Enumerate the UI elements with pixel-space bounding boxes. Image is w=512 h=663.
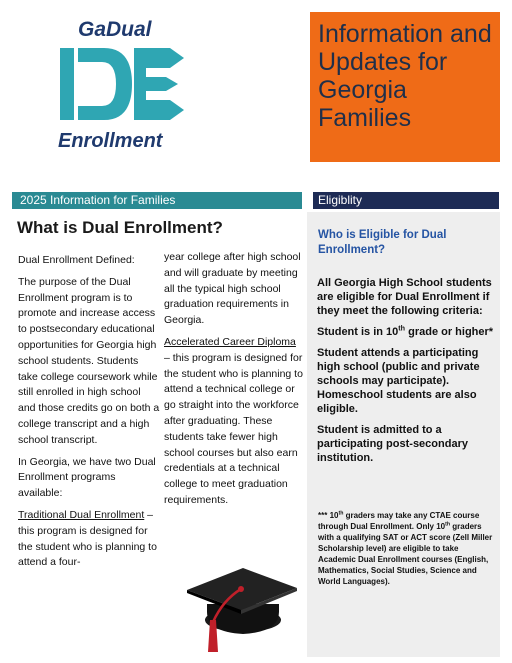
defined-label: Dual Enrollment Defined: [18, 254, 135, 266]
footnote-sup1: th [338, 510, 344, 517]
criterion-grade-sup: th [398, 324, 406, 333]
footnote-c: graders with a qualifying SAT or ACT score (Zell Miller Scholarship level) are eligible to take Academic Dual Enrollment courses (English, Mathematics, Social Studies, Science and World Languages). [318, 522, 493, 586]
section-bar-eligibility-label: Eligiblity [318, 193, 363, 207]
accelerated-text: – this program is designed for the student who is planning to attend a technical college or go straight into the workforce after graduating. These students take fewer high school courses but also earn credentials at a technical college to meet graduation requirements. [164, 351, 303, 506]
logo-top-text: GaDual [78, 18, 152, 41]
footnote-b: graders may take any CTAE course through Dual Enrollment. Only 10 [318, 511, 480, 531]
footnote-a: *** 10 [318, 511, 339, 520]
criterion-admitted: Student is admitted to a participating post-secondary institution. [317, 424, 468, 464]
traditional-title: Traditional Dual Enrollment [18, 508, 145, 521]
graduation-cap-icon [183, 560, 298, 660]
eligibility-heading: Who is Eligible for Dual Enrollment? [318, 229, 447, 256]
logo-bottom-text: Enrollment [58, 130, 163, 152]
two-programs-paragraph: In Georgia, we have two Dual Enrollment programs available: [18, 455, 156, 500]
de-logo-icon [58, 44, 188, 124]
traditional-text: – this program is designed for the student who is planning to attend a four- [18, 508, 157, 569]
section-bar-info-label: 2025 Information for Families [20, 193, 176, 207]
main-column-right [164, 250, 304, 515]
criterion-grade-b: grade or higher* [405, 326, 494, 338]
main-heading: What is Dual Enrollment? [17, 218, 223, 237]
traditional-paragraph [18, 508, 160, 571]
footnote-sup2: th [445, 521, 451, 528]
criterion-grade [317, 325, 497, 339]
eligibility-footnote [318, 510, 496, 587]
criterion-grade-a: Student is in 10 [317, 326, 399, 338]
accelerated-title: Accelerated Career Diploma [164, 335, 296, 348]
purpose-paragraph: The purpose of the Dual Enrollment program is to promote and increase access to postsecondary educational opportunities for Georgia high school students. Students take college coursework while still enrolled in high school and those credits go on both a college transcript and a high school transcript. [18, 275, 160, 446]
criterion-school: Student attends a participating high school (public and private schools may participate). Homeschool students are also eligible. [317, 347, 480, 415]
eligibility-intro: All Georgia High School students are eligible for Dual Enrollment if they meet the following criteria: [317, 277, 492, 317]
main-column-left [18, 253, 160, 577]
accelerated-paragraph [164, 335, 304, 509]
traditional-continued: year college after high school and will graduate by meeting all the typical high school graduation requirements in Georgia. [164, 251, 301, 327]
page-title: Information and Updates for Georgia Families [318, 20, 492, 132]
eligibility-body [317, 276, 497, 472]
